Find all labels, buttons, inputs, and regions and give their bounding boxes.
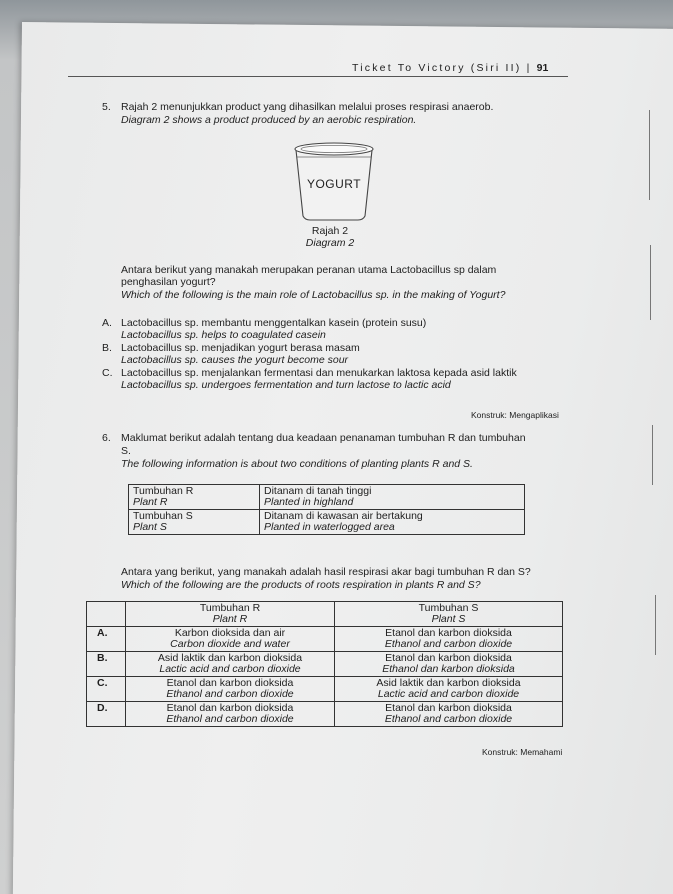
condition-en: Planted in highland: [264, 496, 354, 508]
q5-option-en: Lactobacillus sp. helps to coagulated casein: [121, 329, 326, 341]
page-header: [352, 62, 548, 74]
table-cell: [260, 510, 525, 535]
q5-option-key: B.: [102, 342, 112, 354]
option-key: B.: [87, 652, 126, 677]
show-through-mark: [650, 245, 651, 320]
q6-intro-ms-1: Maklumat berikut adalah tentang dua keadaan penanaman tumbuhan R dan tumbuhan: [121, 432, 526, 444]
plant-r-product-ms: Karbon dioksida dan air: [174, 627, 286, 639]
q6-number: 6.: [102, 432, 111, 444]
show-through-mark: [652, 425, 653, 485]
show-through-mark: [649, 110, 650, 200]
plant-r-product-en: Lactic acid and carbon dioxide: [159, 663, 301, 675]
condition-en: Planted in waterlogged area: [264, 521, 395, 533]
table-row: [87, 627, 563, 652]
table-row: [129, 485, 525, 510]
plant-s-product-ms: Etanol dan karbon dioksida: [385, 627, 512, 639]
plant-r-product-ms: Asid laktik dan karbon dioksida: [157, 652, 303, 664]
planting-info-table: [128, 484, 525, 535]
header-plant-s-ms: Tumbuhan S: [418, 602, 479, 614]
option-key: C.: [87, 677, 126, 702]
header-separator: |: [526, 62, 532, 74]
table-row: [87, 652, 563, 677]
condition-ms: Ditanam di tanah tinggi: [264, 485, 372, 497]
condition-ms: Ditanam di kawasan air bertakung: [264, 510, 423, 522]
plant-r-product-en: Ethanol and carbon dioxide: [166, 688, 294, 700]
q5-option-ms: Lactobacillus sp. membantu menggentalkan kasein (protein susu): [121, 317, 427, 329]
q5-intro-ms: Rajah 2 menunjukkan product yang dihasilkan melalui proses respirasi anaerob.: [121, 101, 494, 113]
q5-construct: Konstruk: Mengaplikasi: [471, 410, 559, 420]
header-title: Ticket To Victory (Siri II): [352, 62, 522, 74]
plant-r-product-ms: Etanol dan karbon dioksida: [166, 702, 294, 714]
q5-number: 5.: [102, 101, 111, 113]
header-plant-r-ms: Tumbuhan R: [199, 602, 261, 614]
table-cell: [126, 677, 335, 702]
plant-s-product-en: Lactic acid and carbon dioxide: [377, 688, 520, 700]
header-rule: [68, 76, 568, 77]
option-key: A.: [87, 627, 126, 652]
table-header-row: [87, 602, 563, 627]
cup-label: YOGURT: [306, 177, 362, 191]
yogurt-cup-illustration: [290, 138, 380, 224]
table-cell: [335, 627, 563, 652]
plant-s-product-ms: Etanol dan karbon dioksida: [385, 702, 512, 714]
plant-s-product-en: Ethanol and carbon dioxide: [384, 713, 513, 725]
q5-option-en: Lactobacillus sp. undergoes fermentation and turn lactose to lactic acid: [121, 379, 451, 391]
q6-intro-en: The following information is about two conditions of planting plants R and S.: [121, 458, 473, 470]
plant-r-product-en: Ethanol and carbon dioxide: [166, 713, 294, 725]
q5-intro-en: Diagram 2 shows a product produced by an aerobic respiration.: [121, 114, 417, 126]
table-cell: [126, 602, 335, 627]
table-row: [87, 702, 563, 727]
table-cell: [87, 602, 126, 627]
table-cell: [129, 485, 260, 510]
header-plant-s-en: Plant S: [431, 613, 466, 625]
table-cell: [335, 677, 563, 702]
table-cell: [335, 602, 563, 627]
plant-name-ms: Tumbuhan S: [133, 510, 193, 522]
plant-name-ms: Tumbuhan R: [133, 485, 194, 497]
figure-caption-ms: Rajah 2: [311, 225, 349, 237]
table-cell: [260, 485, 525, 510]
table-cell: [335, 702, 563, 727]
q5-option-en: Lactobacillus sp. causes the yogurt become sour: [121, 354, 349, 366]
plant-s-product-en: Ethanol dan karbon dioksida: [382, 663, 515, 675]
table-cell: [126, 652, 335, 677]
table-row: [87, 677, 563, 702]
show-through-mark: [655, 595, 656, 655]
plant-r-product-ms: Etanol dan karbon dioksida: [166, 677, 294, 689]
plant-name-en: Plant R: [133, 496, 168, 508]
table-cell: [126, 627, 335, 652]
q5-stem-en: Which of the following is the main role of Lactobacillus sp. in the making of Yogurt?: [121, 289, 506, 301]
q5-option-key: C.: [102, 367, 113, 379]
q5-option-ms: Lactobacillus sp. menjadikan yogurt berasa masam: [121, 342, 360, 354]
q5-option-key: A.: [102, 317, 112, 329]
header-plant-r-en: Plant R: [212, 613, 248, 625]
page-number: 91: [536, 62, 549, 74]
q6-stem-ms: Antara yang berikut, yang manakah adalah hasil respirasi akar bagi tumbuhan R dan S?: [121, 566, 531, 578]
option-key: D.: [87, 702, 126, 727]
q5-stem-ms-1: Antara berikut yang manakah merupakan peranan utama Lactobacillus sp dalam: [121, 264, 497, 276]
plant-s-product-ms: Asid laktik dan karbon dioksida: [376, 677, 521, 689]
plant-s-product-ms: Etanol dan karbon dioksida: [385, 652, 512, 664]
table-cell: [126, 702, 335, 727]
q6-stem-en: Which of the following are the products of roots respiration in plants R and S?: [121, 579, 481, 591]
plant-s-product-en: Ethanol and carbon dioxide: [384, 638, 513, 650]
answer-options-table: [86, 601, 563, 727]
q5-option-ms: Lactobacillus sp. menjalankan fermentasi dan menukarkan laktosa kepada asid laktik: [121, 367, 517, 379]
table-row: [129, 510, 525, 535]
q5-stem-ms-2: penghasilan yogurt?: [121, 276, 216, 288]
table-cell: [335, 652, 563, 677]
q6-intro-ms-2: S.: [121, 445, 131, 457]
plant-r-product-en: Carbon dioxide and water: [170, 638, 290, 650]
plant-name-en: Plant S: [133, 521, 167, 533]
q6-construct: Konstruk: Memahami: [482, 747, 563, 757]
figure-caption-en: Diagram 2: [305, 237, 355, 249]
table-cell: [129, 510, 260, 535]
